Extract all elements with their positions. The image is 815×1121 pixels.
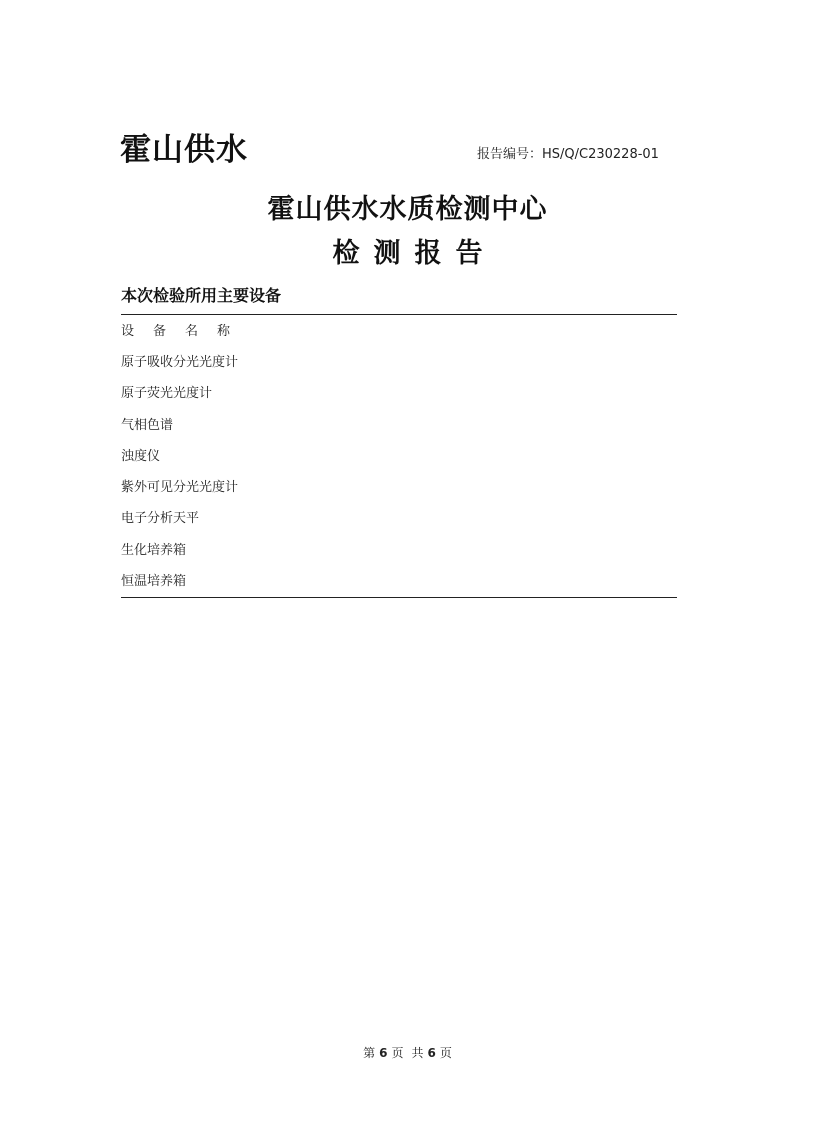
list-item: 原子吸收分光光度计 bbox=[121, 355, 239, 370]
footer-page-word: 页 bbox=[391, 1046, 404, 1060]
list-item: 电子分析天平 bbox=[121, 511, 200, 527]
equipment-list bbox=[121, 353, 238, 603]
section-title: 本次检验所用主要设备 bbox=[121, 286, 282, 305]
footer-total-prefix: 共 bbox=[411, 1046, 424, 1060]
report-number: 报告编号：HS/Q/C230228-01 bbox=[477, 147, 659, 162]
list-item: 恒温培养箱 bbox=[121, 574, 187, 590]
total-page-number: 6 bbox=[427, 1046, 436, 1060]
brand-title: 霍山供水 bbox=[120, 132, 248, 168]
report-title: 检测报告 bbox=[332, 238, 497, 269]
footer-prefix: 第 bbox=[363, 1046, 376, 1060]
organization-title: 霍山供水水质检测中心 bbox=[267, 194, 548, 225]
list-item: 原子荧光光度计 bbox=[121, 386, 213, 402]
list-item: 气相色谱 bbox=[121, 417, 174, 433]
page-footer bbox=[0, 1044, 815, 1062]
equipment-column-header: 设备名称 bbox=[121, 324, 250, 339]
current-page-number: 6 bbox=[379, 1046, 388, 1060]
list-item: 紫外可见分光光度计 bbox=[121, 480, 239, 496]
list-item: 生化培养箱 bbox=[121, 542, 187, 558]
table-top-rule bbox=[121, 314, 677, 315]
footer-total-suffix: 页 bbox=[439, 1046, 452, 1060]
list-item: 浊度仪 bbox=[121, 448, 161, 464]
table-bottom-rule bbox=[121, 597, 677, 598]
